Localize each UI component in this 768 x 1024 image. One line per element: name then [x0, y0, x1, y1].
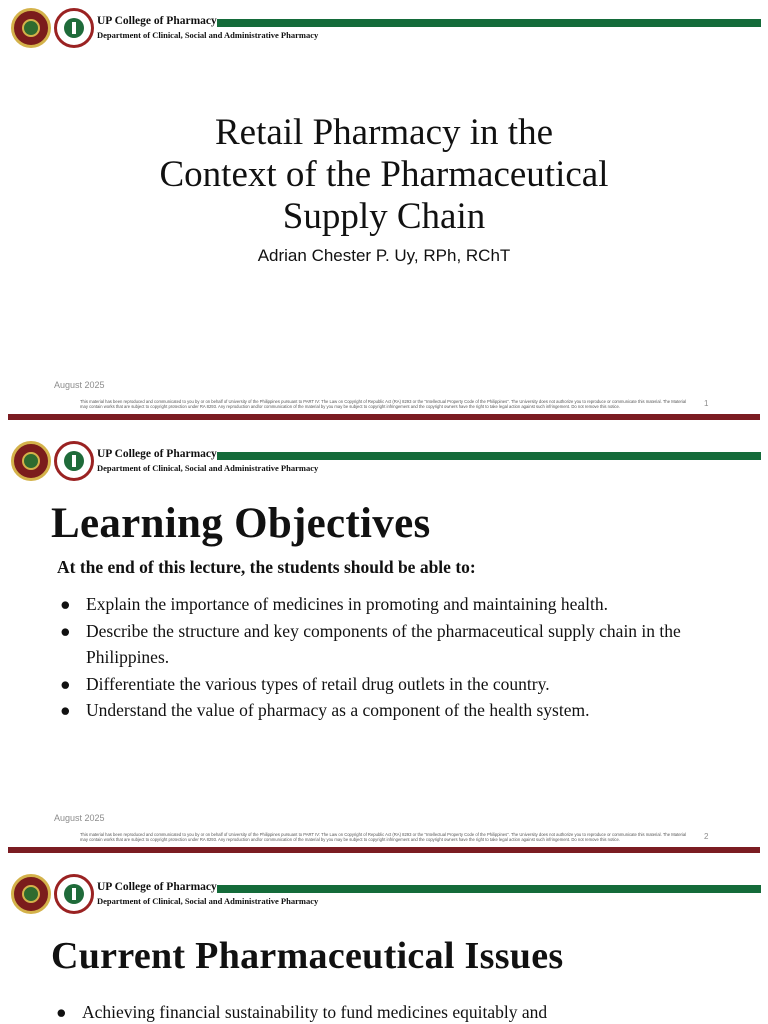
header-department-name: Department of Clinical, Social and Administrative Pharmacy [97, 463, 319, 473]
slide-heading: Learning Objectives [51, 500, 431, 547]
bullet-icon: ● [60, 594, 71, 614]
college-pharmacy-seal-logo [54, 441, 94, 481]
header-college-name: UP College of Pharmacy [97, 15, 217, 27]
slide-separator [0, 425, 768, 433]
list-item: ● Describe the structure and key components of the pharmaceutical supply chain in the Philippines. [57, 618, 697, 671]
issues-list [53, 999, 693, 1024]
slide-separator [0, 858, 768, 866]
bullet-icon: ● [60, 620, 71, 641]
author-name: Adrian Chester P. Uy, RPh, RChT [257, 246, 511, 265]
page-number: 2 [704, 832, 709, 841]
footer-copyright-notice: This material has been reproduced and communicated to you by or on behalf of University of the Philippines pursuant to PART IV: The Law on Copyright of Republic Act (RA) 8293 or the "Intellectual Property Code of the Philippines". The University does not authorize you to reproduce or communicate this material. The Material may contain works that are subject to copyright protection under RA 8293. Any reproduction and/or communication of the material by you may be subject to copyright infringement and the copyright owners have the right to take legal action against such infringement. Do not remove this notice. [80, 832, 687, 842]
bullet-icon: ● [60, 700, 71, 720]
bullet-icon: ● [56, 1002, 67, 1022]
slide-title-line-1: Retail Pharmacy in the [214, 112, 554, 153]
header-green-bar [217, 452, 761, 460]
slide-1 [0, 0, 768, 425]
slide-3 [0, 866, 768, 1024]
list-item: ● Differentiate the various types of retail drug outlets in the country. [57, 671, 697, 698]
header-green-bar [217, 19, 761, 27]
college-pharmacy-seal-logo [54, 874, 94, 914]
college-pharmacy-seal-logo [54, 8, 94, 48]
slide-heading: Current Pharmaceutical Issues [51, 935, 564, 977]
slide-title-line-2: Context of the Pharmaceutical [159, 154, 609, 195]
footer-copyright-notice: This material has been reproduced and communicated to you by or on behalf of University of the Philippines pursuant to PART IV: The Law on Copyright of Republic Act (RA) 8293 or the "Intellectual Property Code of the Philippines". The University does not authorize you to reproduce or communicate this material. The Material may contain works that are subject to copyright protection under RA 8293. Any reproduction and/or communication of the material by you may be subject to copyright infringement and the copyright owners have the right to take legal action against such infringement. Do not remove this notice. [80, 399, 687, 409]
up-seal-logo [11, 441, 51, 481]
slide-title-line-3: Supply Chain [282, 196, 486, 237]
page-number: 1 [704, 399, 709, 408]
footer-date: August 2025 [54, 380, 105, 390]
footer-maroon-bar [8, 414, 760, 420]
up-seal-logo [11, 8, 51, 48]
list-item: ● Explain the importance of medicines in promoting and maintaining health. [57, 591, 697, 618]
header-department-name: Department of Clinical, Social and Administrative Pharmacy [97, 896, 319, 906]
objectives-list [57, 591, 697, 724]
footer-date: August 2025 [54, 813, 105, 823]
bullet-icon: ● [60, 673, 71, 694]
header-green-bar [217, 885, 761, 893]
list-item: ● Achieving financial sustainability to fund medicines equitably and [53, 999, 693, 1024]
objectives-intro: At the end of this lecture, the students should be able to: [57, 557, 476, 577]
slide-2 [0, 433, 768, 858]
header-college-name: UP College of Pharmacy [97, 448, 217, 460]
header-department-name: Department of Clinical, Social and Administrative Pharmacy [97, 30, 319, 40]
up-seal-logo [11, 874, 51, 914]
header-college-name: UP College of Pharmacy [97, 881, 217, 893]
footer-maroon-bar [8, 847, 760, 853]
list-item: ● Understand the value of pharmacy as a component of the health system. [57, 697, 697, 724]
slide-title [84, 112, 684, 238]
